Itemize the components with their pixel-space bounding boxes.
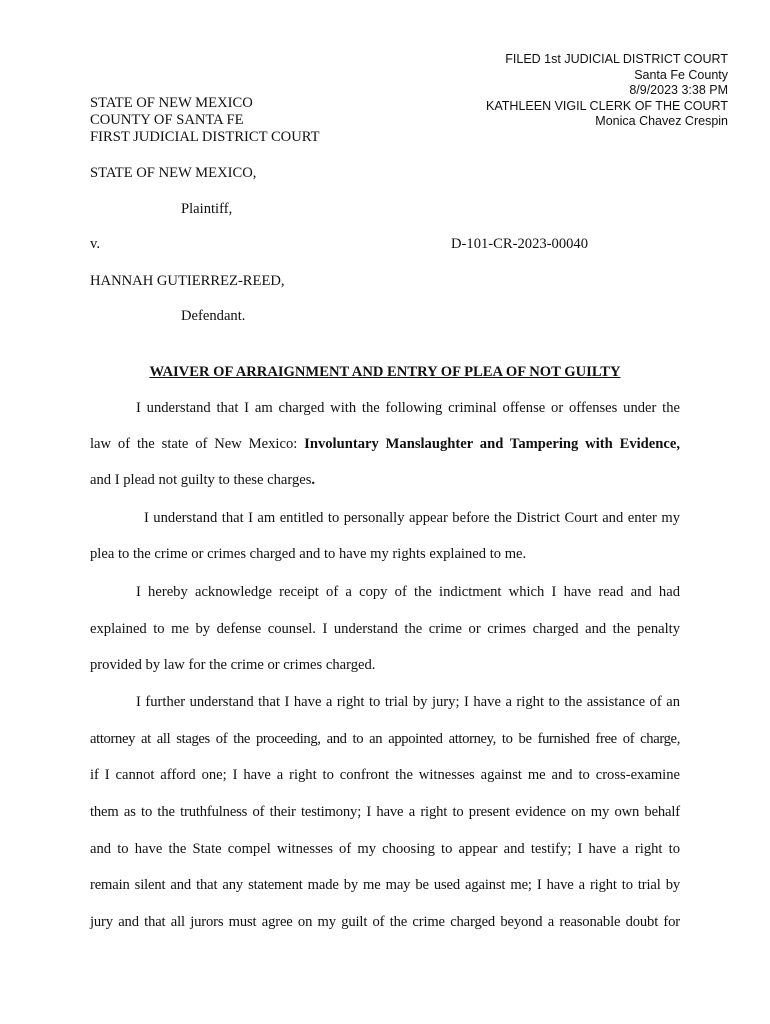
- defendant-name: HANNAH GUTIERREZ-REED,: [90, 273, 285, 289]
- body-text-period: .: [311, 472, 316, 488]
- body-line: jury and that all jurors must agree on my guilt of the crime charged beyond a reasonable doubt for: [90, 914, 680, 930]
- body-line: I further understand that I have a right to trial by jury; I have a right to the assistance of an: [136, 694, 680, 710]
- court-header-county: COUNTY OF SANTA FE: [90, 112, 244, 128]
- body-line: plea to the crime or crimes charged and to have my rights explained to me.: [90, 546, 527, 562]
- body-line: I understand that I am entitled to personally appear before the District Court and enter my: [144, 510, 680, 526]
- defendant-role: Defendant.: [181, 308, 246, 324]
- body-line: attorney at all stages of the proceeding, and to an appointed attorney, to be furnished free of charge,: [90, 731, 680, 747]
- body-line: if I cannot afford one; I have a right to confront the witnesses against me and to cross-examine: [90, 767, 680, 783]
- charges-text: Involuntary Manslaughter and Tampering with Evidence,: [304, 436, 680, 452]
- court-header: [90, 95, 320, 146]
- court-header-court: FIRST JUDICIAL DISTRICT COURT: [90, 129, 320, 145]
- body-text: law of the state of New Mexico:: [90, 436, 305, 452]
- court-header-state: STATE OF NEW MEXICO: [90, 95, 253, 111]
- body-line: I understand that I am charged with the following criminal offense or offenses under the: [136, 400, 680, 416]
- body-line: [90, 472, 680, 489]
- versus-label: v.: [90, 236, 100, 252]
- body-line: and to have the State compel witnesses of my choosing to appear and testify; I have a right to: [90, 841, 680, 857]
- plaintiff-name: STATE OF NEW MEXICO,: [90, 165, 257, 181]
- body-line: [90, 436, 680, 453]
- plaintiff-role: Plaintiff,: [181, 201, 233, 217]
- body-line: provided by law for the crime or crimes charged.: [90, 657, 376, 673]
- filing-stamp: [486, 52, 728, 130]
- body-line: I hereby acknowledge receipt of a copy of the indictment which I have read and had: [136, 584, 680, 600]
- filing-stamp-county: Santa Fe County: [634, 67, 728, 82]
- body-line: explained to me by defense counsel. I understand the crime or crimes charged and the penalty: [90, 621, 680, 637]
- filing-stamp-court: FILED 1st JUDICIAL DISTRICT COURT: [505, 52, 728, 66]
- case-number: D-101-CR-2023-00040: [451, 236, 589, 252]
- body-line: them as to the truthfulness of their testimony; I have a right to present evidence on my own behalf: [90, 804, 680, 820]
- body-text: and I plead not guilty to these charges: [90, 472, 312, 488]
- filing-stamp-datetime: 8/9/2023 3:38 PM: [629, 83, 728, 97]
- document-title: WAIVER OF ARRAIGNMENT AND ENTRY OF PLEA OF NOT GUILTY: [149, 364, 621, 380]
- body-line: remain silent and that any statement made by me may be used against me; I have a right to trial by: [90, 877, 680, 893]
- filing-stamp-clerk: KATHLEEN VIGIL CLERK OF THE COURT: [486, 98, 728, 113]
- filing-stamp-deputy: Monica Chavez Crespin: [595, 114, 728, 128]
